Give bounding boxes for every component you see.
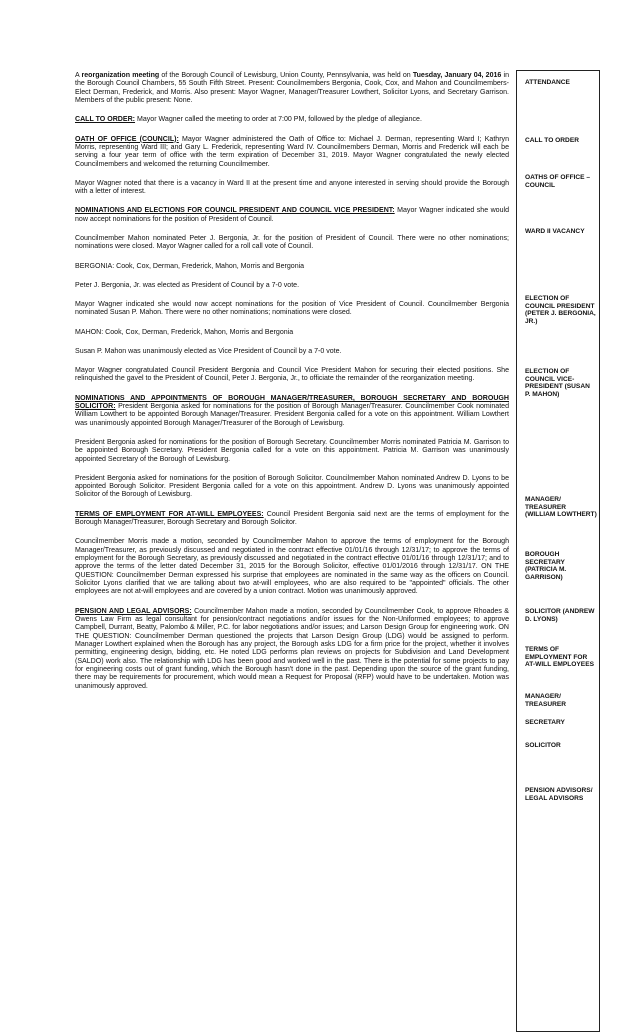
secretary-appointment-paragraph: President Bergonia asked for nominations for the position of Borough Secretary. Councilmember Morris nominated Patricia M. Garrison to be appointed Borough Secretary. President Bergonia called for a vote on this appointment. Patricia M. Garrison was unanimously appointed Secretary of the Borough of Lewisburg. [75, 438, 509, 463]
sidebar-manager-treasurer: MANAGER/ TREASURER [525, 693, 567, 708]
terms-paragraph [75, 511, 509, 528]
section-heading: PENSION AND LEGAL ADVISORS: [75, 607, 192, 615]
solicitor-appointment-paragraph: President Bergonia asked for nominations for the position of Borough Solicitor. Councilmember Mahon nominated Andrew D. Lyons to be appointed Borough Solicitor. President Bergonia called for a vote on this appointment. Andrew D. Lyons was unanimously appointed Solicitor of the Borough of Lewisburg. [75, 474, 509, 499]
sidebar-pension: PENSION ADVISORS/ LEGAL ADVISORS [525, 787, 593, 802]
sidebar-secretary: BOROUGH SECRETARY (PATRICIA M. GARRISON) [525, 551, 567, 582]
sidebar-secretary-short: SECRETARY [525, 719, 565, 726]
sidebar-terms: TERMS OF EMPLOYMENT FOR AT-WILL EMPLOYEES [525, 646, 594, 669]
call-to-order-paragraph [75, 116, 509, 124]
sidebar-solicitor: SOLICITOR (ANDREW D. LYONS) [525, 608, 595, 623]
section-heading: CALL TO ORDER: [75, 116, 136, 124]
text-run: Mayor Wagner administered the Oath of Office to: Michael J. Derman, representing Ward I; Kathryn Morris, representing Ward III; and Gary L. Frederick, representing Ward IV. Councilmembers Derman, Morris and Frederick will each be serving a four year term of office with the term expiration of December 31, 2019. Mayor Wagner congratulated the newly elected Councilmembers and welcomed the returning Councilmember. [75, 135, 509, 168]
meeting-date: Tuesday, January 04, 2016 [412, 72, 502, 79]
vp-elected-paragraph: Susan P. Mahon was unanimously elected as Vice President of Council by a 7-0 vote. [75, 347, 342, 355]
sidebar-election-vp: ELECTION OF COUNCIL VICE-PRESIDENT (SUSAN P. MAHON) [525, 368, 590, 399]
president-elected-paragraph: Peter J. Bergonia, Jr. was elected as President of Council by a 7-0 vote. [75, 281, 300, 289]
sidebar-call-to-order: CALL TO ORDER [525, 137, 579, 144]
manager-appointment-paragraph [75, 395, 509, 428]
terms-motion-paragraph: Councilmember Morris made a motion, seconded by Councilmember Mahon to approve the terms of employment for the Borough Manager/Treasurer, as previously discussed and negotiated in the contract effective 01/01/16 through 12/31/17; to approve the terms of employment for the Borough Secretary, as previously discussed and negotiated in the contract effective 01/01/16 through 12/31/17; and to approve the terms of the letter dated December 31, 2015 for the Borough Solicitor, effective 01/01/2016 through 12/31/17. ON THE QUESTION: Councilmember Derman expressed his surprise that employees are nominated in the same way as the officers on Council. Solicitor Lyons clarified that we are talking about two at-will employees, who are also required to be "appointed" officials. The other employees are not at-will employees and are covered by a union contract. Motion was unanimously approved. [75, 538, 509, 596]
text-run: of the Borough Council of Lewisburg, Union County, Pennsylvania, was held on [159, 72, 413, 79]
section-heading: NOMINATIONS AND ELECTIONS FOR COUNCIL PRESIDENT AND COUNCIL VICE PRESIDENT: [75, 207, 395, 215]
sidebar-attendance: ATTENDANCE [525, 79, 570, 86]
section-heading: TERMS OF EMPLOYMENT FOR AT-WILL EMPLOYEES: [75, 510, 264, 518]
text-run: Mayor Wagner called the meeting to order at 7:00 PM, followed by the pledge of allegiance. [135, 116, 422, 124]
vp-nomination-paragraph: Mayor Wagner indicated she would now accept nominations for the position of Vice President of Council. Councilmember Bergonia nominated Susan P. Mahon. There were no other nominations; nominations were closed. [75, 300, 509, 317]
sidebar-solicitor-short: SOLICITOR [525, 742, 561, 749]
text-run: Councilmember Mahon made a motion, seconded by Councilmember Cook, to approve Rhoades & Owens Law Firm as legal consultant for pension/contract negotiations and/or issues for the Non-Uniformed employees; to approve Campbell, Durrant, Beatty, Palombo & Miller, P.C. for labor negotiations and/or issues; and Larson Design Group for engineering work. ON THE QUESTION: Councilmember Derman questioned the projects that Larson Design Group (LDG) would be assigned to perform. Manager Lowthert explained when the Borough has any project, the Borough asks LDG for a firm price for the project, whether it involves permitting, engineering design, bidding, etc. He noted LDG performs plan reviews on projects for Subdivision and Land Development (SALDO) work also. The relationship with LDG has been good and worked well in the past. There is the potential for some projects to pay for engineering costs out of grant funding, which the Borough hasn't done in the past. Depending upon the source of the grant funding, there may be requirements for procurement, which would mean a Request for Proposal (RFP) would have to be undertaken. Motion was unanimously approved. [75, 607, 509, 690]
sidebar-manager: MANAGER/ TREASURER (WILLIAM LOWTHERT) [525, 496, 597, 519]
nominations-paragraph [75, 207, 509, 224]
vp-vote-paragraph: MAHON: Cook, Cox, Derman, Frederick, Mahon, Morris and Bergonia [75, 328, 294, 336]
section-heading: NOMINATIONS AND APPOINTMENTS OF BOROUGH MANAGER/TREASURER, BOROUGH SECRETARY AND BOROUGH SOLICITOR: [75, 394, 509, 410]
minutes-body [75, 72, 509, 702]
pension-paragraph [75, 608, 509, 691]
text-run: A [75, 72, 82, 79]
vacancy-paragraph: Mayor Wagner noted that there is a vacancy in Ward II at the present time and anyone interested in serving should provide the Borough with a letter of interest. [75, 179, 509, 196]
president-vote-paragraph: BERGONIA: Cook, Cox, Derman, Frederick, Mahon, Morris and Bergonia [75, 262, 305, 270]
president-nomination-paragraph: Councilmember Mahon nominated Peter J. Bergonia, Jr. for the position of President of Council. There were no other nominations; nominations were closed. Mayor Wagner called for a roll call vote of Council. [75, 234, 509, 251]
text-run: President Bergonia asked for nominations for the position of Borough Manager/Treasurer. Councilmember Cook nominated William Lowthert to be appointed Borough Manager/Treasurer. President Bergonia called for a vote on this appointment. William Lowthert was unanimously appointed Borough Manager/Treasurer of the Borough of Lewisburg. [75, 402, 509, 427]
margin-topics-box [516, 70, 600, 1032]
congratulations-paragraph: Mayor Wagner congratulated Council President Bergonia and Council Vice President Mahon for securing their elected positions. She relinquished the gavel to the President of Council, Peter J. Bergonia, Jr., to officiate the remainder of the reorganization meeting. [75, 367, 509, 383]
text-run: Mayor Wagner indicated she would now accept nominations for the position of President of Council. [75, 207, 510, 223]
sidebar-oath: OATHS OF OFFICE – COUNCIL [525, 174, 591, 189]
text-run: Council President Bergonia said next are the terms of employment for the Borough Manager/Treasurer, Borough Secretary and Borough Solicitor. [75, 510, 509, 527]
attendance-paragraph [75, 72, 509, 105]
text-run: in the Borough Council Chambers, 55 South Fifth Street. Present: Councilmembers Bergonia, Cook, Cox, and Mahon and Councilmembers-Elect Derman, Frederick, and Morris. Also present: Mayor Wagner, Manager/Treasurer Lowthert, Solicitor Lyons, and Secretary Garrison. Members of the public present: None. [75, 72, 509, 105]
bold-run: reorganization meeting [81, 72, 160, 79]
section-heading: OATH OF OFFICE (COUNCIL): [75, 135, 179, 143]
sidebar-election-president: ELECTION OF COUNCIL PRESIDENT (PETER J. BERGONIA, JR.) [525, 295, 596, 326]
oath-paragraph [75, 136, 509, 169]
sidebar-vacancy: WARD II VACANCY [525, 228, 585, 235]
